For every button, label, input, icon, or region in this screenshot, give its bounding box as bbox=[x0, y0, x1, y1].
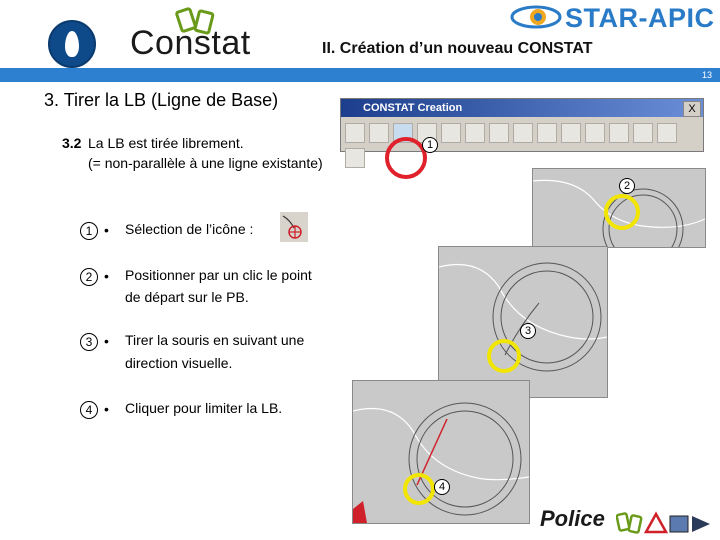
tool-icon[interactable] bbox=[585, 123, 605, 143]
step-text: Tirer la souris en suivant une bbox=[125, 332, 305, 348]
step-text: direction visuelle. bbox=[125, 355, 233, 371]
bullet: • bbox=[104, 268, 109, 284]
tool-icon[interactable] bbox=[441, 123, 461, 143]
subsection-number: 3.2 bbox=[62, 135, 82, 151]
bullet: • bbox=[104, 222, 109, 238]
flame-icon bbox=[65, 31, 79, 57]
step-text: Cliquer pour limiter la LB. bbox=[125, 400, 283, 416]
tool-icon[interactable] bbox=[561, 123, 581, 143]
tool-icon[interactable] bbox=[489, 123, 509, 143]
highlight-ring bbox=[484, 336, 524, 376]
tool-icon[interactable] bbox=[537, 123, 557, 143]
brand-name: STAR-APIC bbox=[565, 3, 715, 33]
slide-heading: 3. Tirer la LB (Ligne de Base) bbox=[44, 90, 279, 110]
eye-logo-icon bbox=[510, 2, 562, 32]
tool-icon[interactable] bbox=[513, 123, 533, 143]
step-number: 3 bbox=[80, 333, 98, 351]
tool-icon[interactable] bbox=[609, 123, 629, 143]
highlight-ring bbox=[400, 470, 438, 508]
bullet: • bbox=[104, 333, 109, 349]
callout-number: 3 bbox=[520, 323, 536, 339]
page-number: 13 bbox=[701, 70, 712, 80]
step-text: Sélection de l’icône : bbox=[125, 221, 254, 237]
step-number: 2 bbox=[80, 268, 98, 286]
drawing-screenshot bbox=[352, 380, 530, 524]
step-text: Positionner par un clic le point bbox=[125, 267, 312, 283]
tool-icon[interactable] bbox=[657, 123, 677, 143]
header-bar bbox=[0, 68, 720, 82]
highlight-ring bbox=[600, 190, 644, 234]
footer-icons bbox=[616, 510, 716, 536]
lb-tool-icon bbox=[280, 212, 308, 242]
close-button[interactable]: X bbox=[683, 101, 701, 117]
police-logo bbox=[48, 20, 96, 68]
tool-icon[interactable] bbox=[633, 123, 653, 143]
police-wordmark: Police bbox=[540, 506, 605, 531]
subsection-text: La LB est tirée librement. bbox=[88, 135, 244, 151]
tool-icon[interactable] bbox=[465, 123, 485, 143]
bullet: • bbox=[104, 401, 109, 417]
subsection-note: (= non-parallèle à une ligne existante) bbox=[88, 155, 323, 171]
step-text: de départ sur le PB. bbox=[125, 289, 249, 305]
step-number: 4 bbox=[80, 401, 98, 419]
section-title: II. Création d’un nouveau CONSTAT bbox=[322, 40, 593, 57]
callout-number: 1 bbox=[422, 137, 438, 153]
tool-icon[interactable] bbox=[345, 148, 365, 168]
tool-icon[interactable] bbox=[345, 123, 365, 143]
callout-number: 4 bbox=[434, 479, 450, 495]
app-title: Constat bbox=[130, 24, 251, 62]
step-number: 1 bbox=[80, 222, 98, 240]
callout-number: 2 bbox=[619, 178, 635, 194]
toolbar-title: CONSTAT Creation bbox=[341, 99, 703, 117]
